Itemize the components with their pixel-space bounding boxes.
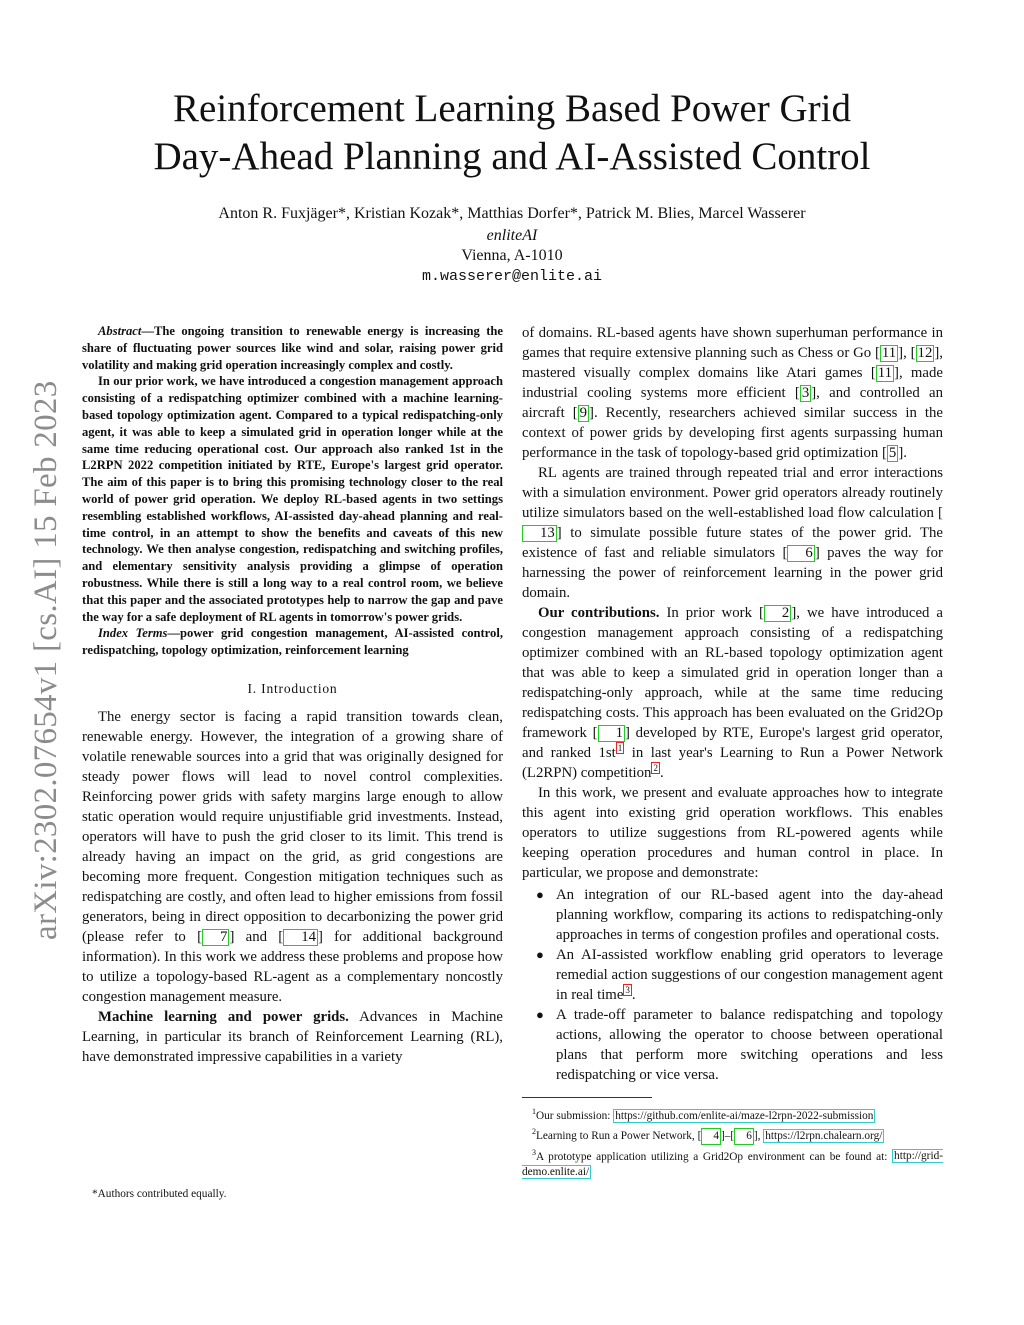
footnote-link[interactable]: http://grid-demo.enlite.ai/ bbox=[522, 1150, 943, 1179]
footnote-text: Our submission: bbox=[536, 1109, 611, 1122]
footnote-link[interactable]: https://l2rpn.chalearn.org/ bbox=[765, 1129, 883, 1142]
footnotes: $^1$Our submission: https://github.com/enlite-ai/maze-l2rpn-2022-submission $^2$Learning to Run a Power Network, [ 4 ]–[ 6 ], https://l2rpn.chalearn.org/ $^3$A prototype application utilizing a Grid2Op environment can be found at: http://grid-demo.enlite.ai/ bbox=[522, 1107, 943, 1179]
footnote-marker[interactable]: 2 bbox=[653, 763, 658, 774]
index-terms: —power grid congestion management, AI-assisted control, redispatching, topology optimization, reinforcement learning bbox=[82, 626, 503, 658]
contact-email: m.wasserer@enlite.ai bbox=[421, 268, 603, 285]
text-fragment: , we have introduced a congestion management approach consisting of a redispatching optimizer combined with an RL-based topology optimization agent that was able to keep a simulated grid in operation longer than a redispatching-only approach, while at the same time reducing redispatching costs. This approach has been evaluated on the Grid2Op framework bbox=[522, 605, 943, 741]
citation-link[interactable]: 1 bbox=[598, 725, 625, 742]
paragraph-heading-ml: Machine learning and power grids. bbox=[98, 1008, 349, 1025]
citation-link[interactable]: 3 bbox=[801, 385, 810, 401]
abstract bbox=[82, 323, 503, 659]
citation-link[interactable]: 6 bbox=[734, 1128, 754, 1145]
equal-contribution-note: *Authors contributed equally. bbox=[92, 1188, 227, 1200]
intro-paragraph-2: Advances in Machine Learning, in particular its branch of Reinforcement Learning (RL), have demonstrated impressive capabilities in a variety bbox=[82, 1008, 503, 1065]
citation-link[interactable]: 9 bbox=[579, 405, 588, 421]
title-line-1: Reinforcement Learning Based Power Grid bbox=[173, 87, 851, 130]
text-fragment: RL agents are trained through repeated trial and error interactions with a simulation environment. Power grid operators already routinely utilize simulators based on the well-established load flow calculation bbox=[522, 465, 943, 521]
text-fragment: . Recently, researchers achieved similar success in the context of power grids by developing first agents surpassing human performance in the task of topology-based grid optimization bbox=[522, 405, 943, 461]
title-line-2: Day-Ahead Planning and AI-Assisted Control bbox=[153, 135, 871, 178]
footnote-marker[interactable]: 1 bbox=[617, 743, 623, 754]
citation-link[interactable]: 6 bbox=[787, 545, 814, 562]
contributions-intro: In this work, we present and evaluate approaches how to integrate this agent into existing grid operation workflows. This enables operators to utilize suggestions from RL-powered agents while keeping operation procedures and human control in place. In particular, we propose and demonstrate: bbox=[522, 785, 943, 881]
contribution-list bbox=[522, 885, 943, 1085]
citation-link[interactable]: 11 bbox=[877, 365, 893, 381]
footnote-number: 3 bbox=[532, 1147, 536, 1157]
footnote-number: 1 bbox=[532, 1107, 536, 1116]
address: Vienna, A-1010 bbox=[461, 247, 563, 264]
bullet-icon: ● bbox=[536, 887, 544, 902]
affiliation: enliteAI bbox=[486, 227, 538, 244]
intro-paragraph-1c: for additional background information). In this work we address these problems and propose how to utilize a topology-based RL-agent as a complementary noncostly congestion management measure. bbox=[82, 928, 503, 1005]
left-footnote bbox=[82, 1186, 503, 1202]
abstract-paragraph-1: —The ongoing transition to renewable energy is increasing the share of fluctuating power sources like wind and solar, raising power grid volatility and making grid operation increasingly complex and costly. bbox=[82, 324, 503, 372]
right-column bbox=[522, 323, 943, 1180]
citation-link[interactable]: 2 bbox=[764, 605, 791, 622]
intro-paragraph-1a: The energy sector is facing a rapid transition towards clean, renewable energy. However, the integration of a growing share of volatile renewable sources into a grid that was originally designed for steady power flows will lead to novel control complexities. Reinforcing power grids with safety margins large enough to allow static operation would require unjustifiable grid investments. Instead, operators will have to push the grid closer to its limit. This trend is already having an impact on the grid, as grid congestions are becoming more frequent. Congestion mitigation techniques such as redispatching are costly, and often lead to higher emissions from fossil generators, being in direct opposition to decarbonizing the power grid (please refer to bbox=[82, 708, 503, 945]
bullet-icon: ● bbox=[536, 1007, 544, 1022]
text-fragment: , made industrial cooling systems more efficient bbox=[522, 365, 943, 401]
list-item-text: A trade-off parameter to balance redispatching and topology actions, allowing the operator to choose between operational plans that perform more switching operations and less redispatching or vice versa. bbox=[556, 1007, 943, 1083]
text-fragment: , mastered visually complex domains like Atari games bbox=[522, 345, 943, 381]
text-fragment: to simulate possible future states of the power grid. The existence of fast and reliable simulators bbox=[522, 525, 944, 561]
bullet-icon: ● bbox=[536, 947, 544, 962]
citation-link[interactable]: 5 bbox=[888, 445, 897, 461]
abstract-paragraph-2: In our prior work, we have introduced a congestion management approach consisting of a redispatching optimizer combined with a machine learning-based topology optimization agent. Compared to a typical redispatching-only agent, it was able to keep a simulated grid in operation longer while at the same time reducing operational cost. Our approach also ranked 1st in the L2RPN 2022 competition initiated by RTE, Europe's largest grid operator. The aim of this paper is to bring this promising technology closer to the real world of power grid operation. We deploy RL-based agents in two settings resembling established workflows, AI-assisted day-ahead planning and real-time control, in an attempt to show the benefits and caveats of this new technology. We then analyse congestion, redispatching and switching profiles, and elementary sensitivity analysis providing a glimpse of operation robustness. While there is still a long way to a real control room, we believe that this paper and the associated prototypes help to narrow the gap and pave the way for a safe deployment of RL agents in tomorrow's power grids. bbox=[82, 374, 503, 624]
left-column bbox=[82, 323, 503, 1067]
footnote-text: A prototype application utilizing a Grid2Op environment can be found at: bbox=[536, 1150, 888, 1163]
list-item: ● An AI-assisted workflow enabling grid operators to leverage remedial action suggestions of our congestion management agent in real time $^3$ . bbox=[536, 947, 943, 1003]
citation-link[interactable]: 11 bbox=[881, 345, 897, 361]
list-item bbox=[522, 885, 943, 945]
right-column-body: of domains. RL-based agents have shown superhuman performance in games that require extensive planning such as Chess or Go [ 11 ], [ 12 ], mastered visually complex domains like Atari games [ 11 ], made industrial cooling systems more efficient [ 3 ], and controlled an aircraft [ 9 ]. Recently, researchers achieved similar success in the context of power grids by developing first agents surpassing human performance in the task of topology-based grid optimization [ 5 ]. RL agents are trained through repeated trial and error interactions with a simulation environment. Power grid operators already routinely utilize simulators based on the well-established load flow calculation [13 ] to simulate possible future states of the power grid. The existence of fast and reliable simulators [ 6 ] paves the way for harnessing the power of reinforcement learning in the power grid domain. Our contributions. In prior work [ 2 ], we have introduced a congestion management approach consisting of a redispatching optimizer combined with an RL-based topology optimization agent that was able to keep a simulated grid in operation longer than a redispatching-only approach, while at the same time reducing redispatching costs. This approach has been evaluated on the Grid2Op framework [ 1 ] developed by RTE, Europe's largest grid operator, and ranked 1st $^1$ in last year's Learning to Run a Power Network (L2RPN) competition $^2$ . In this work, we present and evaluate approaches how to integrate this agent into existing grid operation workflows. This enables operators to utilize suggestions from RL-powered agents while keeping operation procedures and human control in place. In particular, we propose and demonstrate: ● An integration of our RL-based agent into the day-ahead planning workflow, comparing its actions to redispatching-only approaches in terms of congestion profiles and operational costs. ● An AI-assisted workflow enabling grid operators to leverage remedial action suggestions of our congestion management agent in real time $^3$ . ● A trade-off parameter to balance redispatching and topology actions, allowing the operator to choose between operational plans that perform more switching operations and less redispatching or vice versa. bbox=[522, 325, 944, 1083]
text-fragment: developed by RTE, Europe's largest grid operator, and ranked 1st bbox=[522, 725, 943, 761]
text-fragment: , and controlled an aircraft bbox=[522, 385, 943, 421]
text-fragment: paves the way for harnessing the power of reinforcement learning in the power grid domain. bbox=[522, 545, 943, 601]
section-heading-introduction: I. Introduction bbox=[247, 680, 338, 696]
list-item-text: An AI-assisted workflow enabling grid operators to leverage remedial action suggestions of our congestion management agent in real time bbox=[556, 947, 943, 1003]
text-fragment: in last year's Learning to Run a Power Network (L2RPN) competition bbox=[522, 745, 943, 781]
list-item-text: An integration of our RL-based agent into the day-ahead planning workflow, comparing its actions to redispatching-only approaches in terms of congestion profiles and operational costs. bbox=[556, 887, 943, 943]
text-fragment: of domains. RL-based agents have shown superhuman performance in games that require extensive planning such as Chess or Go bbox=[522, 325, 943, 361]
text-fragment: In prior work bbox=[666, 605, 752, 621]
footnote-link[interactable]: https://github.com/enlite-ai/maze-l2rpn-2022-submission bbox=[615, 1109, 874, 1122]
abstract-label: Abstract bbox=[98, 324, 142, 338]
arxiv-identifier: arXiv:2302.07654v1 [cs.AI] 15 Feb 2023 bbox=[28, 380, 64, 940]
intro-paragraph-1b: and bbox=[245, 928, 267, 945]
footnote-text: Learning to Run a Power Network, bbox=[536, 1129, 695, 1142]
paper-title bbox=[100, 85, 924, 181]
citation-link[interactable]: 7 bbox=[202, 929, 229, 946]
citation-link[interactable]: 4 bbox=[701, 1128, 721, 1145]
citation-link[interactable]: 12 bbox=[917, 345, 933, 361]
footnote-marker[interactable]: 3 bbox=[625, 985, 630, 996]
author-list: Anton R. Fuxjäger*, Kristian Kozak*, Matthias Dorfer*, Patrick M. Blies, Marcel Wasserer bbox=[218, 205, 806, 222]
footnote-divider bbox=[522, 1097, 652, 1098]
citation-link[interactable]: 14 bbox=[283, 929, 318, 946]
introduction-body: The energy sector is facing a rapid transition towards clean, renewable energy. However, the integration of a growing share of volatile renewable sources into a grid that was originally designed for steady power flows will lead to novel control complexities. Reinforcing power grids with safety margins large enough to allow static operation would require unjustifiable grid investments. Instead, operators will have to push the grid closer to its limit. This trend is already having an impact on the grid, as grid congestions are becoming more frequent. Congestion mitigation techniques such as redispatching are costly, and often lead to higher emissions from fossil generators, being in direct opposition to decarbonizing the power grid (please refer to [ 7 ] and [ 14 ] for additional background information). In this work we address these problems and propose how to utilize a topology-based RL-agent as a complementary noncostly congestion management measure. Machine learning and power grids. Advances in Machine Learning, in particular its branch of Reinforcement Learning (RL), have demonstrated impressive capabilities in a variety bbox=[82, 708, 503, 1065]
paragraph-heading-contributions: Our contributions. bbox=[538, 605, 660, 621]
list-item bbox=[522, 1005, 943, 1085]
index-terms-label: Index Terms bbox=[98, 626, 168, 641]
footnote-number: 2 bbox=[532, 1126, 536, 1136]
citation-link[interactable]: 13 bbox=[522, 525, 557, 542]
